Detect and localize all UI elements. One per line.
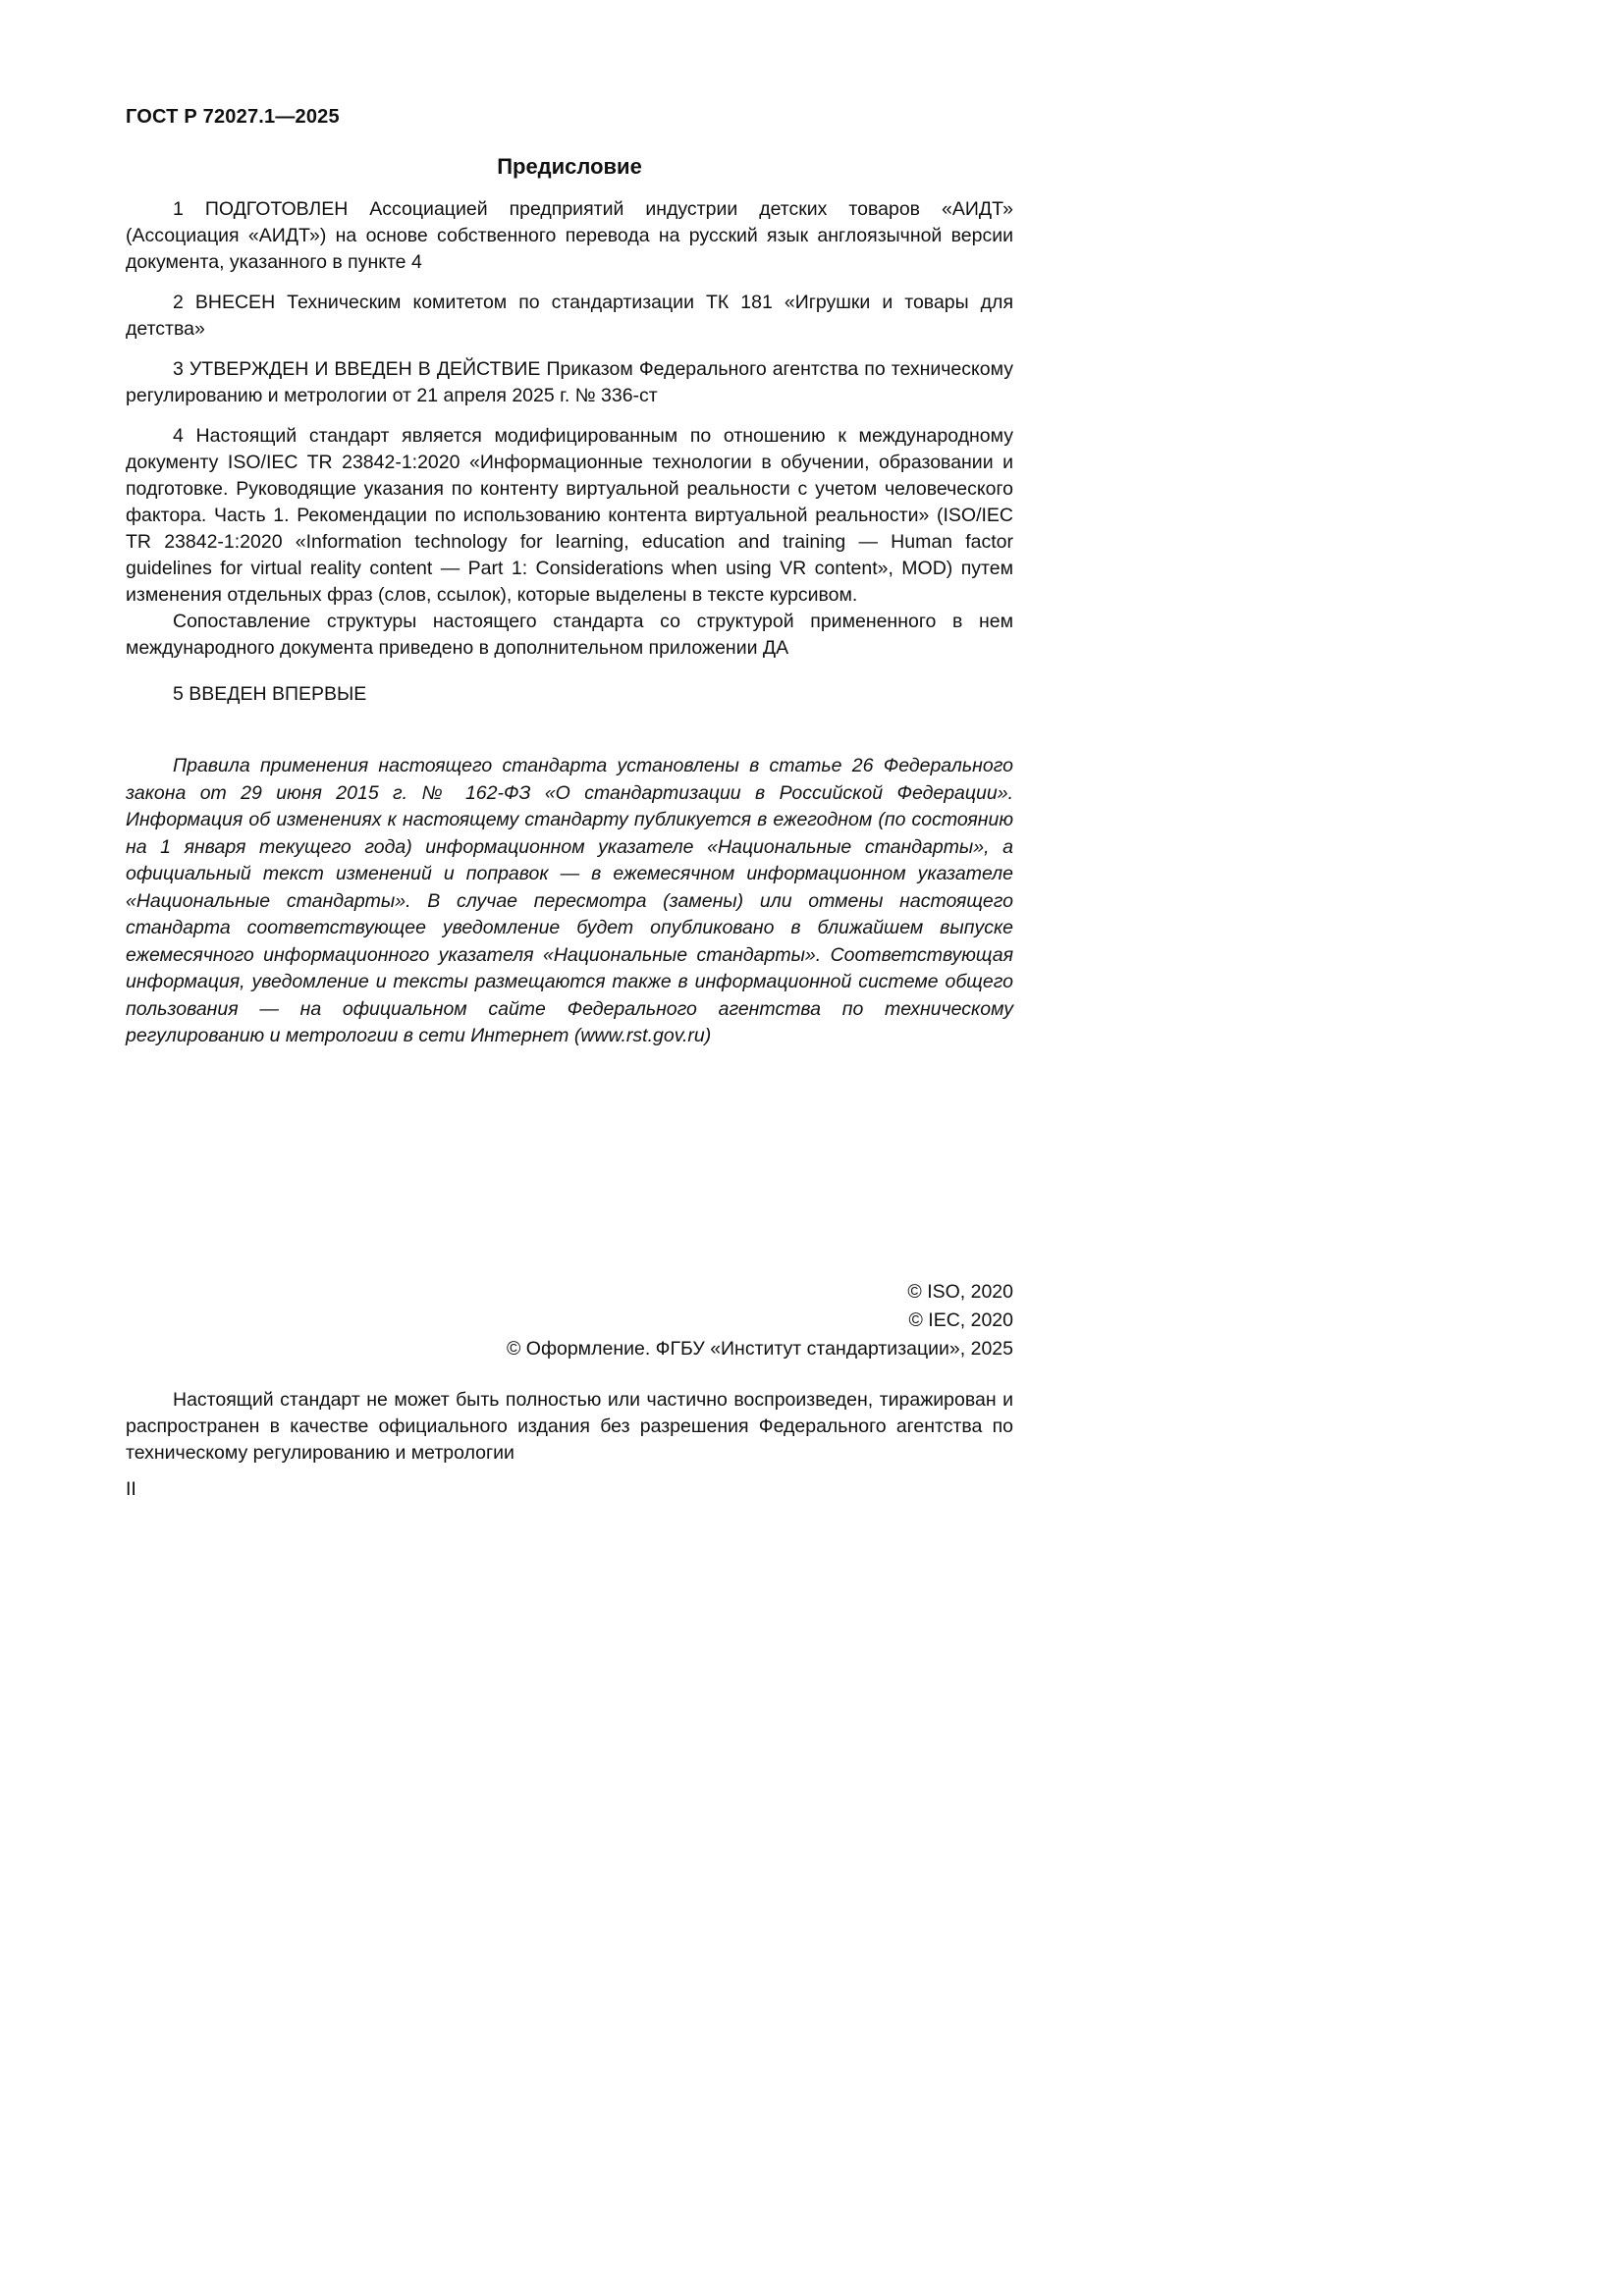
page-content — [126, 0, 1013, 1503]
legal-notice: Правила применения настоящего стандарта установлены в статье 26 Федерального закона от 29 июня 2015 г. № 162-ФЗ «О стандартизации в Российской Федерации». Информация об изменениях к настоящему стандарту публикуется в ежегодном (по состоянию на 1 января текущего года) информационном указателе «Национальные стандарты», а официальный текст изменений и поправок — в ежемесячном информационном указателе «Национальные стандарты». В случае пересмотра (замены) или отмены настоящего стандарта соответствующее уведомление будет опубликовано в ближайшем выпуске ежемесячного информационного указателя «Национальные стандарты». Соответствующая информация, уведомление и тексты размещаются также в информационной системе общего пользования — на официальном сайте Федерального агентства по техническому регулированию и метрологии в сети Интернет (www.rst.gov.ru) — [126, 755, 1013, 1046]
page-number: II — [126, 1477, 136, 1500]
copyright-line-iso: © ISO, 2020 — [907, 1280, 1013, 1303]
foreword-item-prepared: 1 ПОДГОТОВЛЕН Ассоциацией предприятий индустрии детских товаров «АИДТ» (Ассоциация «АИДТ») на основе собственного перевода на русский язык англоязычной версии документа, указанного в пункте 4 — [126, 198, 1013, 273]
foreword-item-structure-comparison: Сопоставление структуры настоящего стандарта со структурой примененного в нем международного документа приведено в дополнительном приложении ДА — [126, 611, 1013, 659]
foreword-item-introduced-first-time: 5 ВВЕДЕН ВПЕРВЫЕ — [173, 683, 367, 705]
copyright-line-design: © Оформление. ФГБУ «Институт стандартизации», 2025 — [507, 1337, 1013, 1360]
copyright-line-iec: © IEC, 2020 — [908, 1308, 1013, 1331]
foreword-item-modified-standard: 4 Настоящий стандарт является модифицированным по отношению к международному документу ISO/IEC TR 23842-1:2020 «Информационные технологии в обучении, образовании и подготовке. Руководящие указания по контенту виртуальной реальности с учетом человеческого фактора. Часть 1. Рекомендации по использованию контента виртуальной реальности» (ISO/IEC TR 23842-1:2020 «Information technology for learning, education and training — Human factor guidelines for virtual reality content — Part 1: Considerations when using VR content», MOD) путем изменения отдельных фраз (слов, ссылок), которые выделены в тексте курсивом. — [126, 425, 1013, 606]
foreword-item-submitted: 2 ВНЕСЕН Техническим комитетом по стандартизации ТК 181 «Игрушки и товары для детства» — [126, 292, 1013, 340]
section-title: Предисловие — [497, 154, 642, 179]
foreword-item-approved: 3 УТВЕРЖДЕН И ВВЕДЕН В ДЕЙСТВИЕ Приказом Федерального агентства по техническому регулированию и метрологии от 21 апреля 2025 г. № 336-ст — [126, 358, 1013, 406]
document-code: ГОСТ Р 72027.1—2025 — [126, 106, 340, 128]
reproduction-notice: Настоящий стандарт не может быть полностью или частично воспроизведен, тиражирован и распространен в качестве официального издания без разрешения Федерального агентства по техническому регулированию и метрологии — [126, 1388, 1013, 1464]
copyright-block — [126, 1278, 1013, 1363]
